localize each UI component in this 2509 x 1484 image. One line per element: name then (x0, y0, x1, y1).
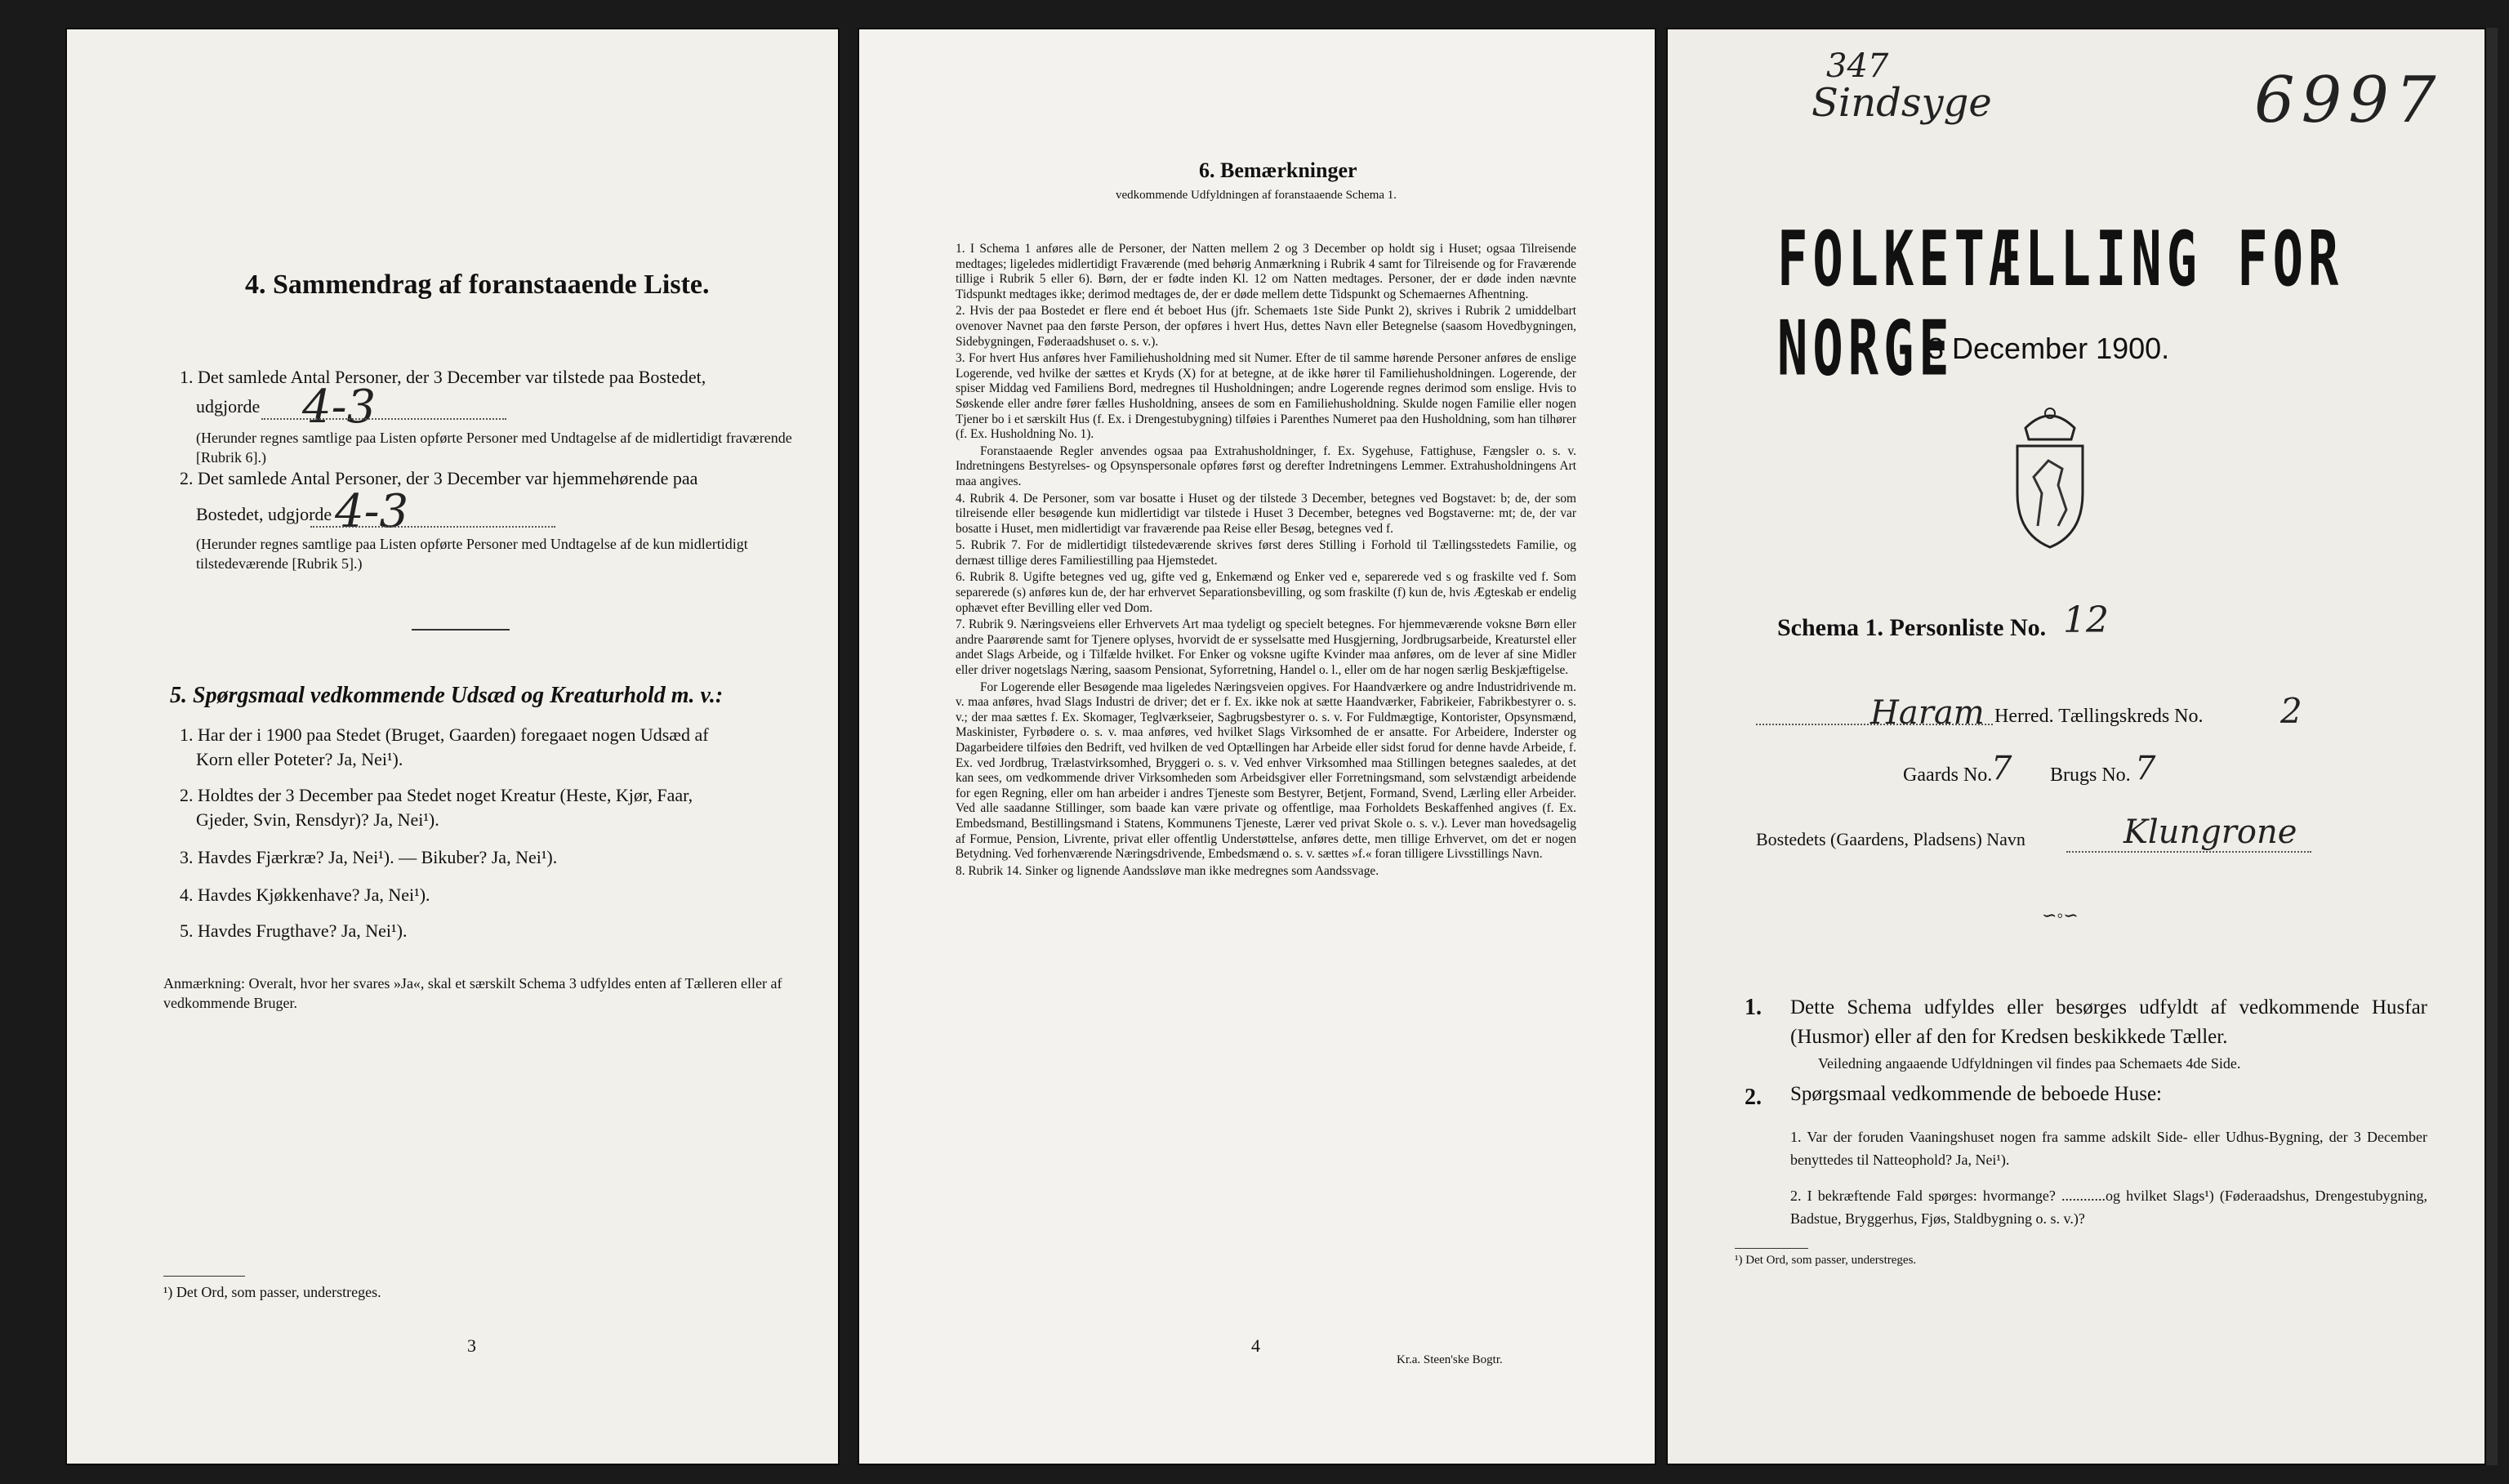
cover-footnote: ¹) Det Ord, som passer, understreges. (1735, 1254, 1917, 1267)
item-1-udgjorde: udgjorde (196, 396, 261, 417)
remark-8: 8. Rubrik 14. Sinker og lignende Aandssløve man ikke medregnes som Aandssvage. (956, 863, 1379, 878)
document-title: FOLKETÆLLING FOR NORGE (1777, 214, 2344, 393)
page-number-3: 3 (467, 1335, 476, 1356)
schema-number: 12 (2063, 599, 2109, 641)
q3: 3. Havdes Fjærkræ? Ja, Nei¹). — Bikuber? Ja, Nei¹). (180, 847, 558, 867)
item-1-line (261, 418, 506, 420)
remark-4: 4. Rubrik 4. De Personer, som var bosatte i Huset og der tilstede 3 December, betegnes ved Bogstavet: b; de, der som tilreisende eller besøgende kun midlertidigt var tilstede i Huset 3 December, betegnes ved Bogstaverne: mt; de, der var bosatte i Huset, men midlertidigt var fraværende paa Reise eller Besøg, betegnes ved f. (956, 491, 1576, 536)
inst1-note: Veiledning angaaende Udfyldningen vil findes paa Schemaets 4de Side. (1818, 1055, 2241, 1072)
bosted-handwritten: Klungrone (2124, 813, 2297, 851)
item-1-note: (Herunder regnes samtlige paa Listen opførte Personer med Undtagelse af de midlertidigt fraværende [Rubrik 6].) (196, 430, 792, 466)
q2b: Gjeder, Svin, Rensdyr)? Ja, Nei¹). (196, 809, 439, 830)
house-q1: 1. Var der foruden Vaaningshuset nogen fra samme adskilt Side- eller Udhus-Bygning, der 3 December benyttedes til Natteophold? Ja, Nei¹). (1790, 1129, 2427, 1168)
remark-3: 3. For hvert Hus anføres hver Familiehusholdning med sit Numer. Efter de til samme hørende Personer anføres de enslige Logerende, ved hvilke der sættes et Kryds (X) for at betegne, at de ikke hører til Familiehusholdningen. Logerende, der spiser Middag ved Familiens Bord, medregnes til Husholdningen; andre Logerende regnes derimod som enslige. Hvis to Søskende eller andre fører fælles Husholdning, ansees de som en Familiehusholdning. Skulde nogen Familie eller nogen Tjener bo i et særskilt Hus (f. Ex. i Drengestubygning) tilføies i Parenthes Numeret paa den Husholdning, som han tilhører (f. Ex. Husholdning No. 1). (956, 351, 1576, 442)
item-1-handwritten: 4-3 (302, 381, 377, 434)
inst1-number: 1. (1745, 995, 1762, 1020)
bosted-label: Bostedets (Gaardens, Pladsens) Navn (1756, 829, 2025, 849)
remark-7: 7. Rubrik 9. Næringsveiens eller Erhvervets Art maa tydeligt og specielt betegnes. For hjemmeværende voksne Børn eller andre Paarørende samt for Tjenere oplyses, hvorvidt de er sysselsatte med Husgjerning, Jordbrugsarbeide, Kreaturstel eller andet Slags Arbeide, og i Tilfælde hvilket. For Enker og voksne ugifte Kvinder maa anføres, om de lever af sine Midler eller driver nogetslags Næring, saasom Pensionat, Syforretning, Handel o. l., eller om de har nogen særlig Beskjæftigelse. (956, 617, 1576, 678)
herred-label: Herred. Tællingskreds No. (1994, 706, 2204, 727)
printer-mark: Kr.a. Steen'ske Bogtr. (1397, 1353, 1503, 1366)
schema-label: Schema 1. Personliste No. (1777, 614, 2047, 641)
census-date: 3 December 1900. (1927, 332, 2170, 365)
q1b: Korn eller Poteter? Ja, Nei¹). (196, 749, 403, 769)
handwritten-place: Sindsyge (1812, 80, 1992, 126)
page-number-4: 4 (1251, 1335, 1260, 1356)
footnote-rule (163, 1276, 245, 1277)
section-6-subheading: vedkommende Udfyldningen af foranstaaende Schema 1. (1116, 189, 1397, 202)
handwritten-number-top: 347 (1826, 47, 1889, 85)
bosted-line (2066, 851, 2311, 853)
house-q2: 2. I bekræftende Fald spørges: hvormange? ............og hvilket Slags¹) (Føderaadshus, Drengestubygning, Badstue, Bryggerhus, Fjøs, Staldbygning o. s. v.)? (1790, 1188, 2427, 1227)
cover-page (1666, 28, 2498, 1465)
footnote-rule-cover (1735, 1248, 1808, 1249)
item-1-text: 1. Det samlede Antal Personer, der 3 December var tilstede paa Bostedet, (180, 367, 706, 387)
remark-3b: Foranstaaende Regler anvendes ogsaa paa Extrahusholdninger, f. Ex. Sygehuse, Fattighuse, Fængsler o. s. v. Indretningens Bestyrelses- og Opsynspersonale opføres først og derefter Indretningens Lemmer. Extrahusholdningens Art maa angives. (956, 443, 1576, 488)
gaards-number: 7 (1991, 750, 2012, 787)
page-3 (65, 28, 840, 1465)
ornament-icon: ∽◦∽ (2042, 905, 2079, 925)
remark-6: 6. Rubrik 8. Ugifte betegnes ved ug, gifte ved g, Enkemænd og Enker ved e, separerede ved s og fraskilte ved f. Som separerede (s) anføres kun de, der har erhvervet Separationsbevilling, og som fraskilte (f) kun de, hvis Ægteskab er endelig ophævet efter Bevilling eller ved Dom. (956, 570, 1576, 615)
q1: 1. Har der i 1900 paa Stedet (Bruget, Gaarden) foregaaet nogen Udsæd af (180, 724, 709, 745)
q2: 2. Holdtes der 3 December paa Stedet noget Kreatur (Heste, Kjør, Faar, (180, 785, 693, 805)
herred-handwritten: Haram (1870, 694, 1985, 732)
remark-2: 2. Hvis der paa Bostedet er flere end ét beboet Hus (jfr. Schemaets 1ste Side Punkt 2), skrives i Rubrik 2 umiddelbart ovenover Navnet paa den første Person, der opføres i hvert Hus, dettes Navn eller Betegnelse (saasom Hovedbygningen, Sidebygningen, Føderaadshuset o. s. v.). (956, 304, 1576, 349)
anmaerkning: Anmærkning: Overalt, hvor her svares »Ja«, skal et særskilt Schema 3 udfyldes enten af Tælleren eller af vedkommende Bruger. (163, 975, 782, 1011)
remark-7b: For Logerende eller Besøgende maa ligeledes Næringsveien opgives. For Haandværkere og andre Industridrivende m. v. maa anføres, hvad Slags Industri de driver; det er f. Ex. ikke nok at sætte Haandværker, Fabrikeier, Fabrikbestyrer o. s. v.; der maa sættes f. Ex. Skomager, Teglværkseier, Sagbrugsbestyrer o. s. v. For Fuldmægtige, Kontorister, Opsynsmænd, Maskinister, Fyrbødere o. s. v. maa anføres, ved hvilket Slags Virksomhed de er ansatte. For Arbeidere, Inderster og Dagarbeidere tilføies den Bedrift, ved hvilken de ved Optællingen har Arbeide eller sidst forud for denne havde Arbeide, f. Ex. ved Jordbrug, Trælastvirksomhed, Bryggeri o. s. v. Ved enhver Virksomhed maa Stillingen betegnes saaledes, at det kan sees, om vedkommende driver Virksomheden som Arbeidsgiver eller Forretningsmand, som selvstændigt arbeidende for egen Regning, eller om han arbeider i andres Tjeneste som Bestyrer, Betjent, Formand, Svend, Lærling eller Arbeider. Ved alle saadanne Stillinger, som baade kan være private og offentlige, maa Forholdets Beskaffenhed angives (f. Ex. Embedsmand, Bestillingsmand i Statens, Kommunens Tjeneste, Lærer ved privat Skole o. s. v.). Lever man hovedsagelig af Formue, Pension, Livrente, privat eller offentlig Understøttelse, anføres dette, men tillige Erhvervet, om det er nogen Betydning. Ved forhenværende Næringsdrivende, Embedsmænd o. s. v. sættes »f.« foran tilligere Livsstillings Navn. (956, 680, 1576, 862)
q5: 5. Havdes Frugthave? Ja, Nei¹). (180, 920, 408, 941)
page-4 (858, 28, 1656, 1465)
item-2-note: (Herunder regnes samtlige paa Listen opførte Personer med Undtagelse af de kun midlertidigt tilstedeværende [Rubrik 5].) (196, 536, 748, 572)
handwritten-archive-number: 6997 (2254, 64, 2443, 137)
remark-1: 1. I Schema 1 anføres alle de Personer, der Natten mellem 2 og 3 December op holdt sig i Huset; ogsaa Tilreisende medtages; ligeledes midlertidigt Fraværende (med behørig Anmærkning i Rubrik 4 samt for Tilreisende og for Fraværende tillige i Rubrik 5 eller 6). Børn, der er fødte inden Kl. 12 om Natten medtages. Personer, der er døde inden nævnte Tidspunkt medtages ikke; derimod medtages de, der er døde mellem dette Tidspunkt og Schemaernes Afhentning. (956, 242, 1576, 301)
coat-of-arms-icon (2001, 403, 2099, 550)
item-2-bosted: Bostedet, udgjorde (196, 504, 332, 524)
gaards-label: Gaards No. (1903, 764, 1993, 786)
brugs-label: Brugs No. (2050, 764, 2131, 786)
footnote: ¹) Det Ord, som passer, understreges. (163, 1284, 381, 1300)
brugs-number: 7 (2135, 750, 2156, 787)
inst1-text: Dette Schema udfyldes eller besørges udfyldt af vedkommende Husfar (Husmor) eller af den for Kredsen beskikkede Tæller. (1790, 996, 2427, 1048)
section-4-heading: 4. Sammendrag af foranstaaende Liste. (245, 270, 710, 300)
item-2-text: 2. Det samlede Antal Personer, der 3 December var hjemmehørende paa (180, 468, 698, 488)
inst2-text: Spørgsmaal vedkommende de beboede Huse: (1790, 1083, 2162, 1105)
section-6-heading: 6. Bemærkninger (1199, 158, 1357, 182)
divider (412, 629, 510, 631)
remarks-body (956, 242, 1576, 880)
q4: 4. Havdes Kjøkkenhave? Ja, Nei¹). (180, 885, 430, 905)
remark-5: 5. Rubrik 7. For de midlertidigt tilstedeværende skrives først deres Stilling i Forhold til Tællingsstedets Familie, og dernæst tillige deres Familiestilling paa Hjemstedet. (956, 538, 1576, 568)
inst2-number: 2. (1745, 1085, 1762, 1110)
kreds-number: 2 (2280, 691, 2302, 731)
item-2-handwritten: 4-3 (335, 485, 409, 538)
item-2-line (310, 526, 555, 528)
section-5-heading: 5. Spørgsmaal vedkommende Udsæd og Kreaturhold m. v.: (170, 683, 724, 708)
